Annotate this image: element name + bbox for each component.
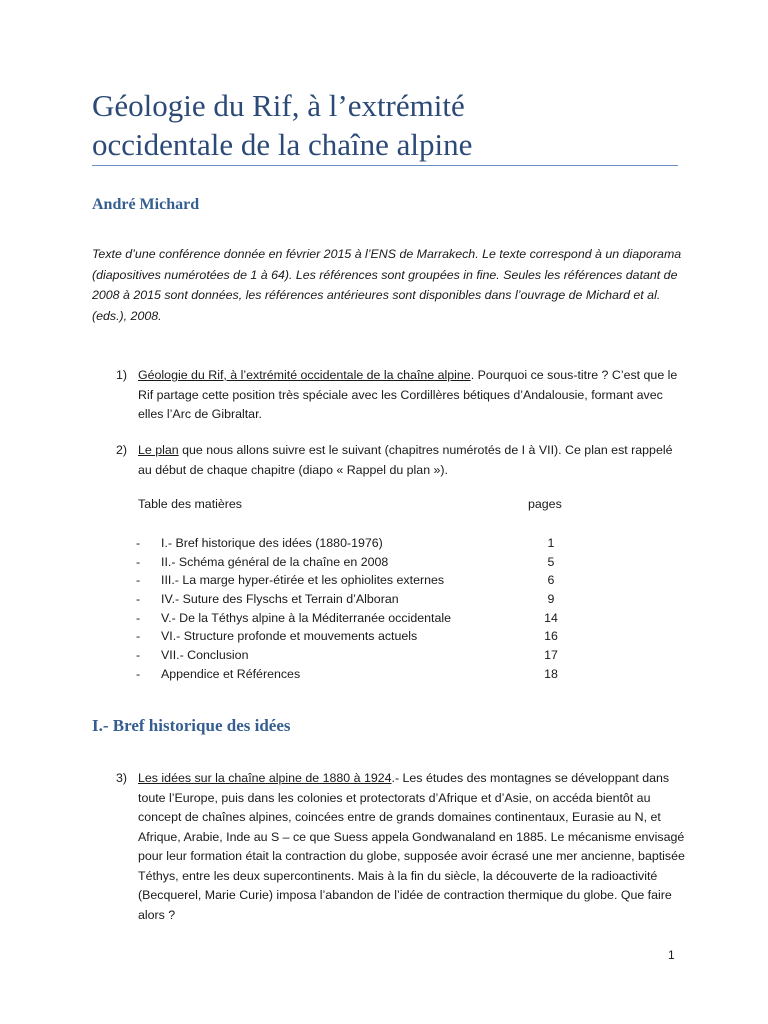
toc-label: VI.- Structure profonde et mouvements actuels xyxy=(161,629,418,643)
toc-label: II.- Schéma général de la chaîne en 2008 xyxy=(161,555,389,569)
item-lead: Le plan xyxy=(138,443,179,457)
toc-heading: Table des matières xyxy=(138,497,242,511)
list-item-1 xyxy=(116,366,686,425)
toc-row xyxy=(116,573,576,592)
toc-page: 18 xyxy=(544,667,558,681)
toc-page: 14 xyxy=(544,611,558,625)
author-name: André Michard xyxy=(92,196,200,213)
toc-page: 17 xyxy=(544,648,558,662)
toc-dash: - xyxy=(136,667,141,681)
toc-dash: - xyxy=(136,592,141,606)
toc-row xyxy=(116,667,576,686)
toc-dash: - xyxy=(136,555,141,569)
item-number: 3) xyxy=(116,771,128,785)
item-lead: Les idées sur la chaîne alpine de 1880 à 1924 xyxy=(138,771,392,785)
toc-page: 6 xyxy=(547,573,555,587)
item-text: que nous allons suivre est le suivant (chapitres numérotés de I à VII). Ce plan est rappelé au début de chaque chapitre (diapo « Rappel du plan »). xyxy=(138,443,673,477)
toc-page: 16 xyxy=(544,629,558,643)
title-line-1: Géologie du Rif, à l’extrémité xyxy=(92,88,465,123)
toc-page: 9 xyxy=(547,592,555,606)
toc-row xyxy=(116,648,576,667)
toc-label: Appendice et Références xyxy=(161,667,301,681)
item-number: 1) xyxy=(116,368,128,382)
toc-row xyxy=(116,536,576,555)
page-number: 1 xyxy=(668,948,675,962)
toc-label: V.- De la Téthys alpine à la Méditerranée occidentale xyxy=(161,611,451,625)
toc-label: VII.- Conclusion xyxy=(161,648,249,662)
toc-page: 5 xyxy=(547,555,555,569)
item-text: . Pourquoi ce sous-titre ? C’est que le Rif partage cette position très spéciale avec les Cordillères bétiques d’Andalousie, formant avec elles l’Arc de Gibraltar. xyxy=(138,368,678,421)
title-line-2: occidentale de la chaîne alpine xyxy=(92,127,473,162)
abstract-paragraph: Texte d’une conférence donnée en février 2015 à l’ENS de Marrakech. Le texte correspond à un diaporama (diapositives numérotées de 1 à 64). Les références sont groupées in fine. Seules les références datant de 2008 à 2015 sont données, les références antérieures sont disponibles dans l’ouvrage de Michard et al. (eds.), 2008. xyxy=(92,247,682,323)
toc-dash: - xyxy=(136,573,141,587)
toc-label: IV.- Suture des Flyschs et Terrain d’Alboran xyxy=(161,592,399,606)
list-item-3 xyxy=(116,769,686,925)
title-divider xyxy=(92,165,678,166)
item-lead: Géologie du Rif, à l’extrémité occidentale de la chaîne alpine xyxy=(138,368,471,382)
toc-row xyxy=(116,611,576,630)
toc-dash: - xyxy=(136,536,141,550)
toc-label: III.- La marge hyper-étirée et les ophiolites externes xyxy=(161,573,445,587)
toc-row xyxy=(116,629,576,648)
section-heading: I.- Bref historique des idées xyxy=(92,716,291,735)
list-item-2 xyxy=(116,441,686,480)
toc-page: 1 xyxy=(547,536,555,550)
document-title xyxy=(92,86,692,164)
toc-row xyxy=(116,555,576,574)
toc-dash: - xyxy=(136,648,141,662)
toc-pages-label: pages xyxy=(528,497,562,511)
item-text: .- Les études des montagnes se développant dans toute l’Europe, puis dans les colonies et protectorats d’Afrique et d’Asie, on accéda bientôt au concept de chaînes alpines, coincées entre de grands domaines continentaux, Eurasie au N, et Afrique, Arabie, Inde au S – ce que Suess appela Gondwanaland en 1885. Le mécanisme envisagé pour leur formation était la contraction du globe, supposée avoir écrasé une mer ancienne, baptisée Téthys, entre les deux supercontinents. Mais à la fin du siècle, la découverte de la radioactivité (Becquerel, Marie Curie) imposa l’abandon de l’idée de contraction thermique du globe. Que faire alors ? xyxy=(138,771,685,922)
toc-dash: - xyxy=(136,611,141,625)
item-number: 2) xyxy=(116,443,128,457)
toc-label: I.- Bref historique des idées (1880-1976) xyxy=(161,536,383,550)
toc-dash: - xyxy=(136,629,141,643)
toc-row xyxy=(116,592,576,611)
